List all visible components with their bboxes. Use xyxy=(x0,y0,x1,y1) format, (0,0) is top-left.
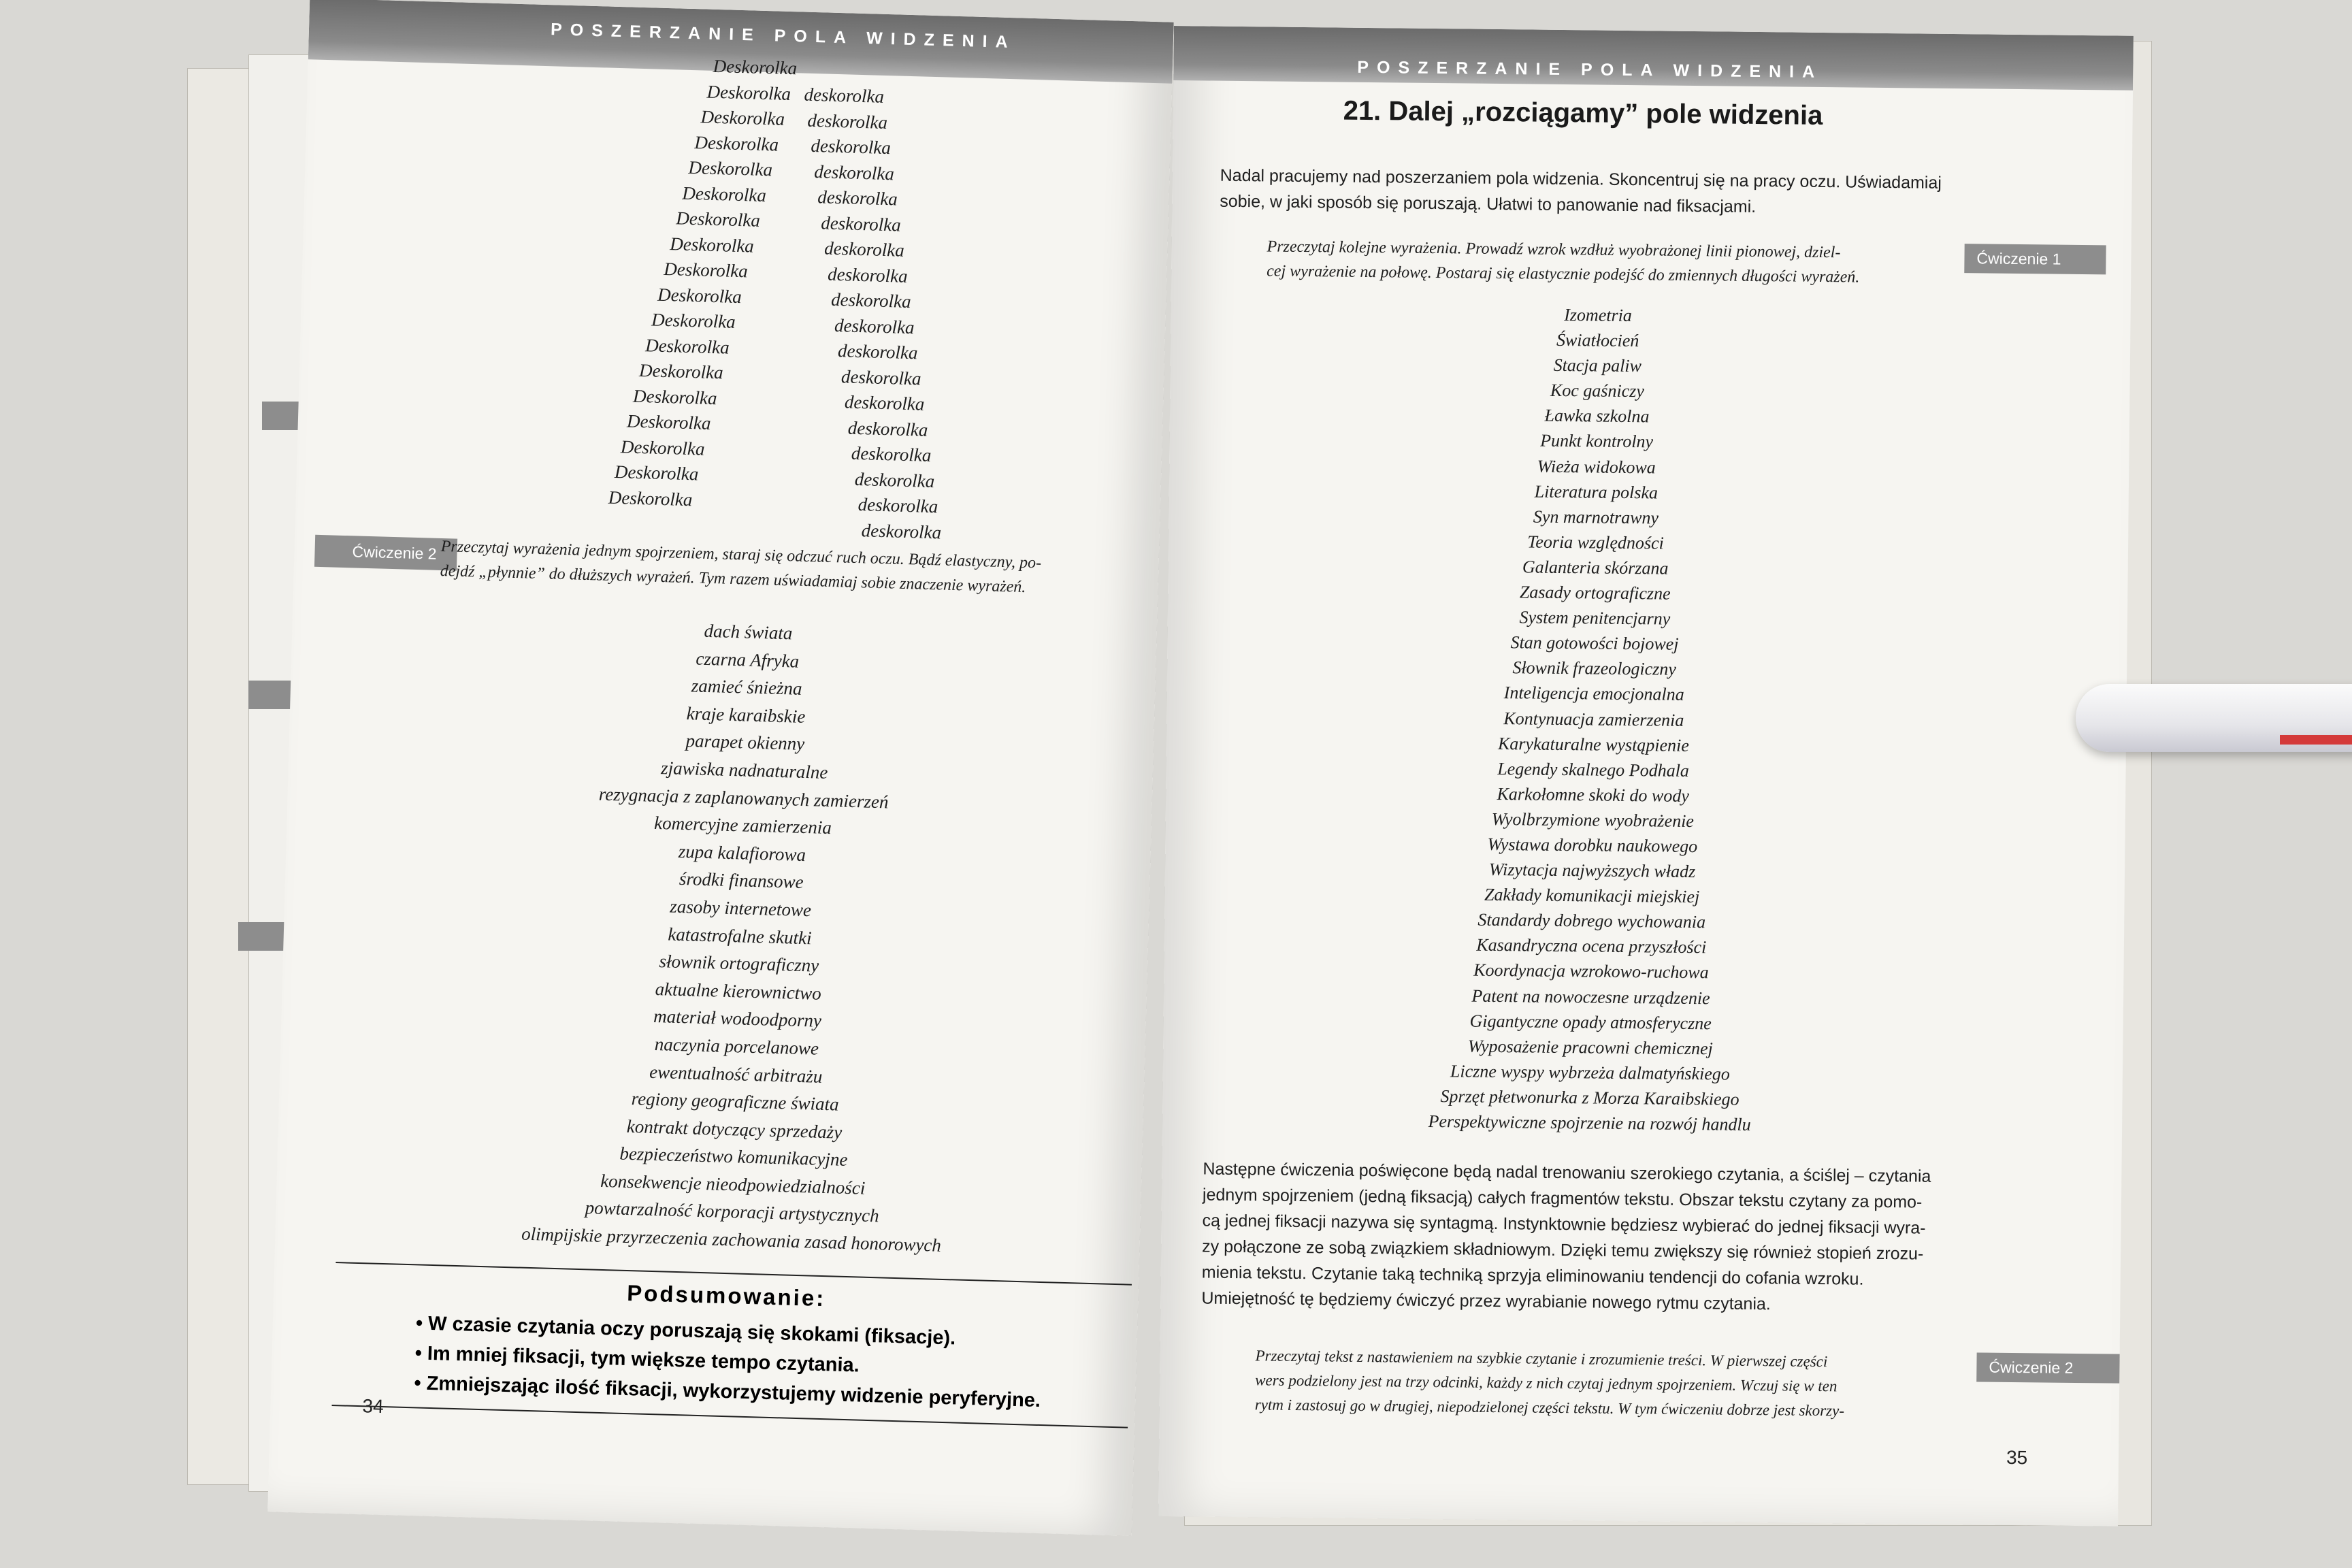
body-paragraph xyxy=(1201,1156,2006,1320)
phrase: Światłocień xyxy=(1556,330,1639,351)
deskorolka-word: deskorolka xyxy=(823,238,905,261)
deskorolka-word: Deskorolka xyxy=(651,309,736,332)
right-page-header: POSZERZANIE POLA WIDZENIA xyxy=(1357,57,1823,82)
phrase: regiony geograficzne świata xyxy=(631,1088,840,1115)
deskorolka-word: Deskorolka xyxy=(694,131,779,155)
phrase: zasoby internetowe xyxy=(669,896,812,921)
deskorolka-word: Deskorolka xyxy=(632,385,717,408)
phrase: Kasandryczna ocena przyszłości xyxy=(1476,935,1707,958)
deskorolka-word: Deskorolka xyxy=(700,106,785,129)
phrase: Izometria xyxy=(1564,305,1633,326)
deskorolka-word: Deskorolka xyxy=(644,334,730,358)
intro-line: Nadal pracujemy nad poszerzaniem pola widzenia. Skoncentruj się na pracy oczu. Uświadamiaj xyxy=(1220,165,1942,193)
deskorolka-word: deskorolka xyxy=(861,519,942,542)
deskorolka-word: deskorolka xyxy=(837,340,918,363)
exercise-line: rytm i zastosuj go w drugiej, niepodzielonej części tekstu. W tym ćwiczeniu dobrze jest skorzy- xyxy=(1254,1396,1845,1420)
phrase: słownik ortograficzny xyxy=(659,951,819,976)
phrase: System penitencjarny xyxy=(1519,607,1671,629)
phrase: czarna Afryka xyxy=(696,648,800,672)
deskorolka-word: Deskorolka xyxy=(713,55,798,79)
phrase: Liczne wyspy wybrzeża dalmatyńskiego xyxy=(1450,1061,1731,1084)
phrase: Stacja paliw xyxy=(1553,355,1642,376)
phrase: Wyposażenie pracowni chemicznej xyxy=(1467,1036,1713,1059)
phrase: Koordynacja wzrokowo-ruchowa xyxy=(1473,960,1709,983)
deskorolka-word: Deskorolka xyxy=(614,461,699,485)
exercise-2-instruction xyxy=(440,534,1149,603)
phrase: Galanteria skórzana xyxy=(1522,557,1669,578)
deskorolka-word: deskorolka xyxy=(858,494,938,517)
phrase: zamieć śnieżna xyxy=(691,675,802,700)
phrase: naczynia porcelanowe xyxy=(654,1033,819,1059)
phrase: Literatura polska xyxy=(1534,481,1659,503)
body-line: zy połączone ze sobą związkiem składniowym. Dzięki temu zwiększy się również stopień zrozu- xyxy=(1202,1237,1924,1264)
phrase: Inteligencja emocjonalna xyxy=(1503,683,1684,705)
deskorolka-word: Deskorolka xyxy=(676,208,761,231)
exercise-line: Przeczytaj tekst z nastawieniem na szybkie czytanie i zrozumienie treści. W pierwszej części xyxy=(1255,1347,1828,1371)
exercise-2-tag: Ćwiczenie 2 xyxy=(1976,1352,2127,1383)
phrase: Legendy skalnego Podhala xyxy=(1497,758,1690,781)
deskorolka-word: Deskorolka xyxy=(682,182,767,206)
deskorolka-word: deskorolka xyxy=(817,186,898,210)
deskorolka-word: deskorolka xyxy=(807,110,888,133)
summary-item: • W czasie czytania oczy poruszają się skokami (fiksacje). xyxy=(415,1308,1043,1356)
phrase: materiał wodoodporny xyxy=(653,1006,822,1032)
deskorolka-word: Deskorolka xyxy=(657,284,742,307)
phrase: konsekwencje nieodpowiedzialności xyxy=(600,1170,866,1198)
phrase: powtarzalność korporacji artystycznych xyxy=(585,1197,879,1226)
phrase-list xyxy=(323,607,1157,1265)
right-page-number: 35 xyxy=(2006,1446,2028,1469)
edge-tab xyxy=(238,922,286,951)
phrase: ewentualność arbitrażu xyxy=(649,1061,823,1087)
body-line: Umiejętność tę będziemy ćwiczyć przez wyrabianie nowego rytmu czytania. xyxy=(1201,1288,1771,1314)
summary-item: • Zmniejszając ilość fiksacji, wykorzystujemy widzenie peryferyjne. xyxy=(414,1368,1041,1416)
edge-tab xyxy=(248,681,296,709)
summary-list xyxy=(414,1308,1043,1416)
deskorolka-word: deskorolka xyxy=(854,468,935,491)
right-page xyxy=(1158,26,2134,1526)
phrase: Stan gotowości bojowej xyxy=(1510,632,1679,655)
deskorolka-word: deskorolka xyxy=(847,417,928,440)
phrase: Teoria względności xyxy=(1527,532,1665,553)
phrase: parapet okienny xyxy=(685,730,805,755)
body-line: Następne ćwiczenia poświęcone będą nadal trenowaniu szerokiego czytania, a ściślej – czytania xyxy=(1203,1159,1931,1186)
phrase: środki finansowe xyxy=(679,868,804,893)
summary-title: Podsumowanie: xyxy=(626,1280,826,1311)
phrase: kraje karaibskie xyxy=(686,702,806,727)
phrase: kontrakt dotyczący sprzedaży xyxy=(626,1115,843,1143)
deskorolka-word: deskorolka xyxy=(811,135,892,159)
left-page xyxy=(267,0,1174,1536)
phrase: katastrofalne skutki xyxy=(668,924,813,948)
left-page-number: 34 xyxy=(362,1395,385,1418)
phrase: Syn marnotrawny xyxy=(1533,506,1659,528)
deskorolka-column-left xyxy=(608,54,798,515)
deskorolka-word: deskorolka xyxy=(827,263,909,287)
phrase: Karkołomne skoki do wody xyxy=(1497,783,1690,806)
intro-line: sobie, w jaki sposób się poruszają. Ułatwi to panowanie nad fiksacjami. xyxy=(1220,191,1757,216)
phrase: rezygnacja z zaplanowanych zamierzeń xyxy=(598,783,889,813)
instruction-line: dejdź „płynnie” do dłuższych wyrażeń. Tym razem uświadamiaj sobie znaczenie wyrażeń. xyxy=(440,561,1026,596)
deskorolka-word: Deskorolka xyxy=(663,258,749,282)
phrase: Patent na nowoczesne urządzenie xyxy=(1471,985,1710,1008)
phrase: aktualne kierownictwo xyxy=(655,978,822,1004)
intro-paragraph xyxy=(1220,163,2119,224)
deskorolka-word: deskorolka xyxy=(830,289,912,312)
exercise-2-tag: Ćwiczenie 2 xyxy=(314,535,457,571)
phrase: Sprzęt płetwonurka z Morza Karaibskiego xyxy=(1440,1086,1740,1109)
body-line: jednym spojrzeniem (jedną fiksacją) całych fragmentów tekstu. Obszar tekstu czytany za pomo- xyxy=(1202,1185,1923,1212)
phrase: zupa kalafiorowa xyxy=(678,840,806,865)
exercise-line: wers podzielony jest na trzy odcinki, każdy z nich czytaj jednym spojrzeniem. Wczuj się w ten xyxy=(1255,1371,1838,1395)
phrase: zjawiska nadnaturalne xyxy=(660,757,828,783)
section-title: 21. Dalej „rozciągamy” pole widzenia xyxy=(1343,95,1823,131)
deskorolka-word: Deskorolka xyxy=(688,157,773,180)
phrase: Wyolbrzymione wyobrażenie xyxy=(1491,808,1695,831)
phrase: Słownik frazeologiczny xyxy=(1512,657,1677,680)
phrase: Koc gaśniczy xyxy=(1550,380,1645,402)
deskorolka-word: Deskorolka xyxy=(638,360,724,383)
pen-stripe xyxy=(2280,735,2352,745)
instruction-line: cej wyrażenie na połowę. Postaraj się elastycznie podejść do zmiennych długości wyrażeń. xyxy=(1267,262,1860,287)
deskorolka-word: deskorolka xyxy=(834,314,915,338)
phrase-list xyxy=(1162,298,2025,1140)
deskorolka-word: deskorolka xyxy=(804,84,885,107)
pen xyxy=(2076,684,2352,752)
phrase: Punkt kontrolny xyxy=(1540,431,1654,452)
exercise-1-tag: Ćwiczenie 1 xyxy=(1964,244,2106,274)
phrase: komercyjne zamierzenia xyxy=(653,813,832,838)
deskorolka-column-right xyxy=(791,82,942,544)
right-header-band xyxy=(1173,26,2134,91)
deskorolka-word: Deskorolka xyxy=(608,487,693,510)
phrase: Kontynuacja zamierzenia xyxy=(1503,708,1684,730)
phrase: olimpijskie przyrzeczenia zachowania zasad honorowych xyxy=(521,1223,942,1256)
phrase: Perspektywiczne spojrzenie na rozwój handlu xyxy=(1428,1111,1751,1134)
phrase: Ławka szkolna xyxy=(1544,406,1650,427)
instruction-line: Przeczytaj wyrażenia jednym spojrzeniem, staraj się odczuć ruch oczu. Bądź elastyczny, po- xyxy=(440,537,1042,572)
deskorolka-word: Deskorolka xyxy=(620,436,705,459)
phrase: Standardy dobrego wychowania xyxy=(1477,909,1706,932)
deskorolka-word: Deskorolka xyxy=(706,81,791,104)
phrase: Wizytacja najwyższych władz xyxy=(1488,859,1696,882)
deskorolka-word: deskorolka xyxy=(814,161,895,184)
phrase: Zasady ortograficzne xyxy=(1519,582,1671,604)
deskorolka-word: deskorolka xyxy=(820,212,902,235)
deskorolka-word: deskorolka xyxy=(851,442,932,466)
left-page-header: POSZERZANIE POLA WIDZENIA xyxy=(550,20,1017,52)
deskorolka-word: deskorolka xyxy=(840,365,921,389)
phrase: Karykaturalne wystąpienie xyxy=(1497,733,1690,755)
body-line: cą jednej fiksacji nazywa się syntagmą. Instynktownie będziesz wybierać do jednej fiksacji wyra- xyxy=(1202,1211,1926,1238)
phrase: bezpieczeństwo komunikacyjne xyxy=(619,1143,848,1171)
exercise-2-text xyxy=(1255,1343,1970,1424)
deskorolka-word: Deskorolka xyxy=(626,410,711,434)
deskorolka-word: Deskorolka xyxy=(669,233,755,257)
exercise-1-instruction xyxy=(1267,234,1961,291)
phrase: Wystawa dorobku naukowego xyxy=(1487,834,1698,857)
phrase: dach świata xyxy=(704,620,793,644)
phrase: Gigantyczne opady atmosferyczne xyxy=(1469,1011,1712,1033)
phrase: Wieża widokowa xyxy=(1537,456,1656,478)
deskorolka-word: deskorolka xyxy=(844,391,925,414)
body-line: mienia tekstu. Czytanie taką techniką sprzyja eliminowaniu tendencji do cofania wzroku. xyxy=(1201,1262,1864,1289)
summary-item: • Im mniej fiksacji, tym większe tempo czytania. xyxy=(414,1338,1042,1386)
phrase: Zakłady komunikacji miejskiej xyxy=(1484,885,1700,907)
instruction-line: Przeczytaj kolejne wyrażenia. Prowadź wzrok wzdłuż wyobrażonej linii pionowej, dziel- xyxy=(1267,238,1841,262)
